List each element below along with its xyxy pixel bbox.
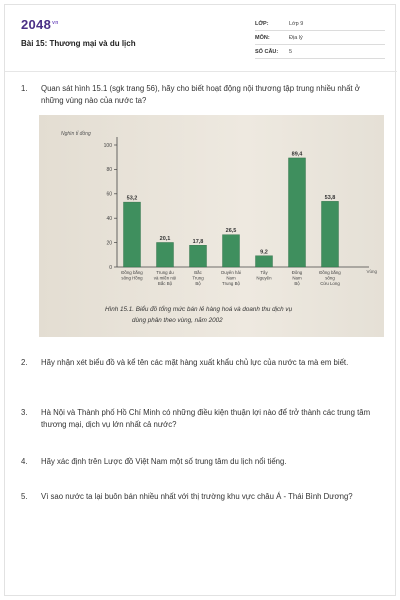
meta-row-count <box>255 45 385 59</box>
category-label: Bắc <box>194 270 202 275</box>
category-label: Trung du <box>156 270 174 275</box>
bar <box>157 242 174 267</box>
bar <box>256 256 273 267</box>
category-label: sông <box>325 275 335 281</box>
bar-value-label: 9,2 <box>260 249 268 256</box>
question-text: Vì sao nước ta lại buôn bán nhiều nhất với thị trường khu vực châu Á - Thái Bình Dương? <box>41 492 353 501</box>
meta-value: Lớp 9 <box>289 20 304 27</box>
category-label: Trung Bộ <box>222 281 240 286</box>
meta-key: SỐ CÂU: <box>255 48 279 55</box>
meta-row-class <box>255 17 385 31</box>
lesson-title: Bài 15: Thương mại và du lịch <box>21 39 136 48</box>
category-label: Đồng bằng <box>319 270 341 275</box>
question-number: 3. <box>21 408 28 417</box>
meta-row-subject <box>255 31 385 45</box>
category-label: Đông <box>291 270 303 275</box>
category-label: sông Hồng <box>121 275 143 281</box>
question-text: Hãy xác định trên Lược đồ Việt Nam một số trung tâm du lịch nổi tiếng. <box>41 457 287 466</box>
category-label: Bộ <box>294 281 300 286</box>
category-label: và miền núi <box>153 275 177 281</box>
meta-key: MÔN: <box>255 34 270 41</box>
category-label: Nam <box>292 275 302 281</box>
category-label: Tây <box>260 270 268 275</box>
bar-value-label: 53,2 <box>126 195 138 202</box>
logo-suffix: vn <box>52 19 59 26</box>
category-label: Bắc Bộ <box>157 281 173 286</box>
bar <box>322 201 339 267</box>
question-text: Quan sát hình 15.1 (sgk trang 56), hãy cho biết hoạt động nội thương tập trung nhiều nhất ở những vùng nào của nước ta? <box>41 84 360 105</box>
bar-value-label: 17,8 <box>192 238 204 245</box>
y-tick-label: 100 <box>103 142 112 149</box>
bar-value-label: 89,4 <box>291 151 303 158</box>
question-number: 5. <box>21 492 28 501</box>
meta-value: 5 <box>289 48 293 55</box>
y-axis-title: Nghìn tỉ đồng <box>61 131 91 137</box>
category-label: Bộ <box>195 281 201 286</box>
textbook-figure-photo <box>39 115 384 337</box>
category-label: Duyên hải <box>221 270 241 275</box>
meta-info <box>255 17 385 59</box>
header-divider <box>5 71 397 72</box>
bar-value-label: 53,8 <box>324 194 336 201</box>
y-tick-label: 20 <box>106 240 112 247</box>
category-label: Nam <box>226 275 236 281</box>
bar <box>289 158 306 267</box>
bar-value-label: 26,5 <box>225 228 237 235</box>
category-label: Nguyên <box>256 275 272 281</box>
question-number: 4. <box>21 457 28 466</box>
site-logo[interactable] <box>21 17 59 32</box>
question-text: Hãy nhận xét biểu đồ và kể tên các mặt hàng xuất khẩu chủ lực của nước ta mà em biết. <box>41 358 349 367</box>
y-tick-label: 0 <box>109 264 112 271</box>
question-number: 1. <box>21 84 28 93</box>
logo-text: 2048 <box>21 17 52 32</box>
bar <box>223 235 240 267</box>
meta-value: Địa lý <box>289 34 303 41</box>
y-tick-label: 60 <box>106 191 112 198</box>
bar-chart <box>39 115 384 337</box>
worksheet-header <box>5 5 397 71</box>
bar <box>124 202 141 267</box>
figure-caption-line-2: dùng phân theo vùng, năm 2002 <box>132 317 223 324</box>
worksheet <box>4 4 396 596</box>
category-label: Cửu Long <box>320 281 340 286</box>
question-number: 2. <box>21 358 28 367</box>
y-tick-label: 40 <box>106 216 112 222</box>
figure-caption-line-1: Hình 15.1. Biểu đồ tổng mức bán lẻ hàng hoá và doanh thu dịch vụ <box>105 306 293 313</box>
meta-key: LỚP: <box>255 20 269 27</box>
y-tick-label: 80 <box>106 167 112 174</box>
x-axis-trailing-label: Vùng <box>366 269 377 274</box>
bar-value-label: 20,1 <box>159 235 171 242</box>
bar <box>190 245 207 267</box>
question-text: Hà Nội và Thành phố Hồ Chí Minh có những điều kiện thuận lợi nào để trở thành các trung tâm thương mại, dịch vụ lớn nhất cả nước? <box>41 408 371 429</box>
category-label: Trung <box>192 275 204 281</box>
category-label: Đồng bằng <box>121 270 143 275</box>
